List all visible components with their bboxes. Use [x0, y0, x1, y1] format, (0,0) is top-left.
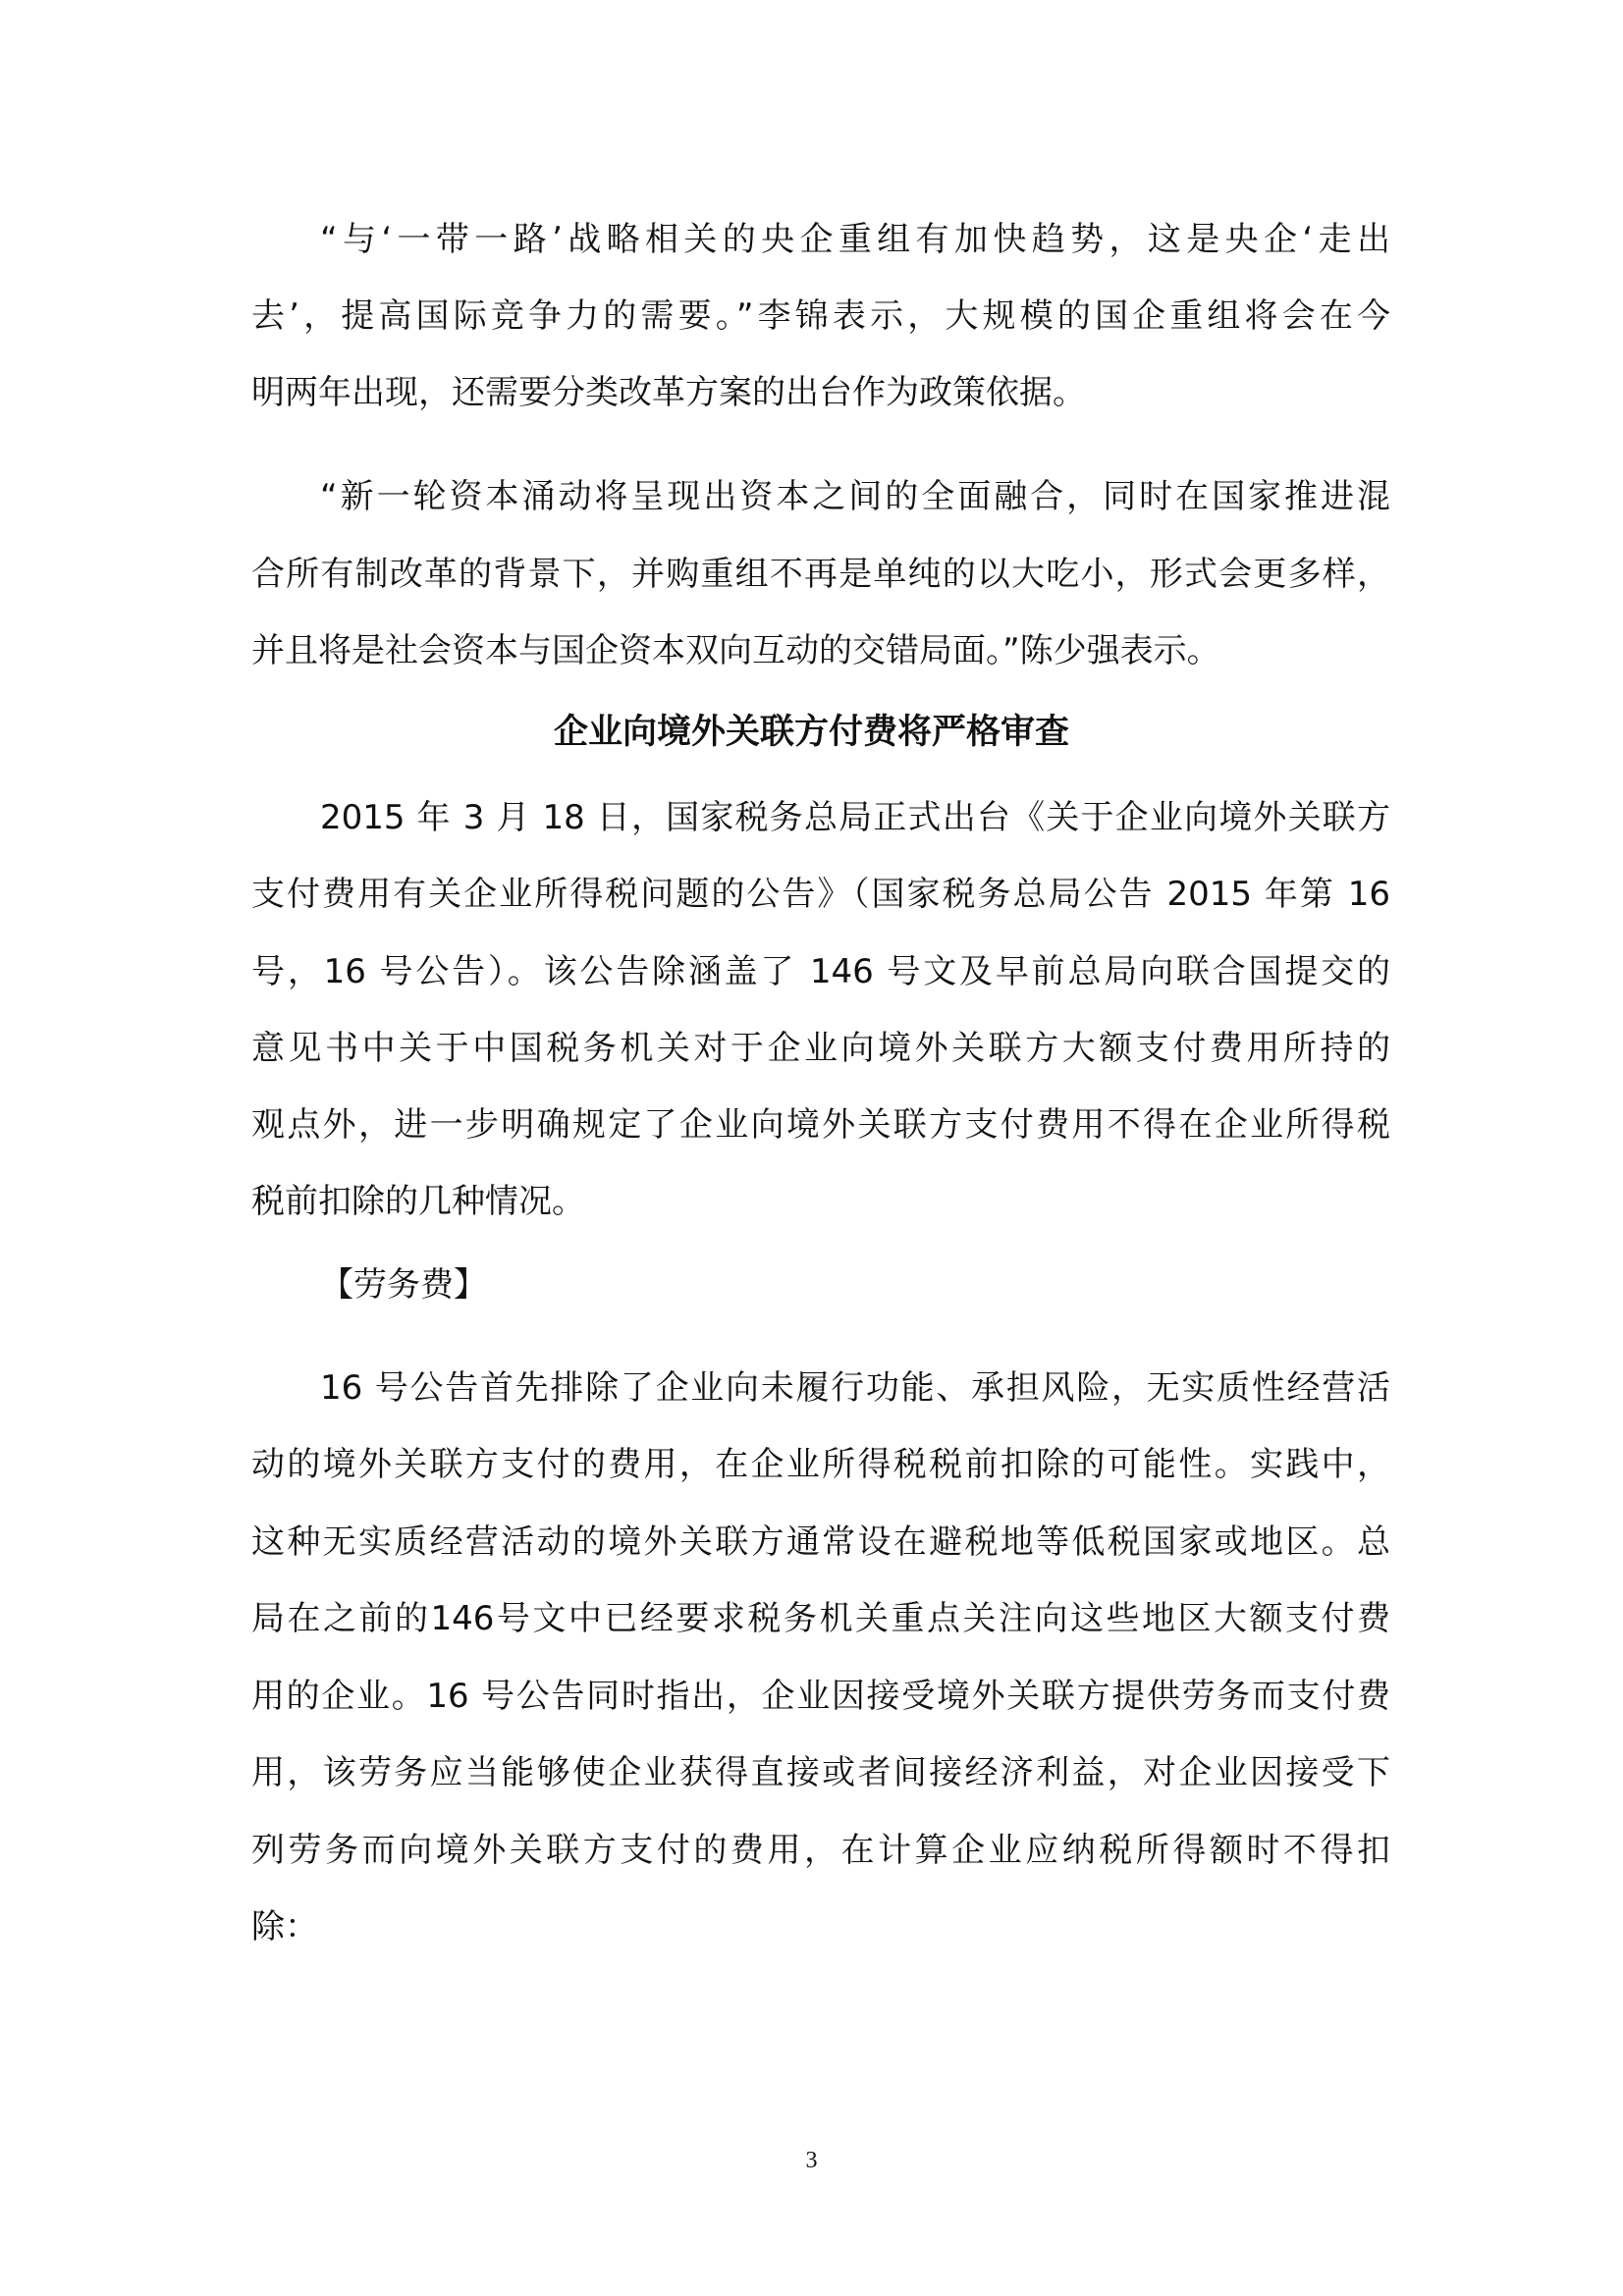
- paragraph-1-line-3: 明两年出现，还需要分类改革方案的出台作为政策依据。: [251, 373, 1086, 412]
- page-number: 3: [805, 2148, 818, 2173]
- paragraph-2-line-1: “新一轮资本涌动将呈现出资本之间的全面融合，同时在国家推进混: [320, 477, 1390, 516]
- paragraph-5-line-5: 用的企业。16 号公告同时指出，企业因接受境外关联方提供劳务而支付费: [251, 1677, 1390, 1716]
- paragraph-3-line-3: 号，16 号公告）。该公告除涵盖了 146 号文及早前总局向联合国提交的: [251, 952, 1390, 991]
- paragraph-5-line-2: 动的境外关联方支付的费用，在企业所得税税前扣除的可能性。实践中，: [251, 1445, 1390, 1484]
- paragraph-5-line-1: 16 号公告首先排除了企业向未履行功能、承担风险，无实质性经营活: [320, 1368, 1390, 1408]
- paragraph-5-line-4: 局在之前的146号文中已经要求税务机关重点关注向这些地区大额支付费: [251, 1599, 1390, 1638]
- paragraph-5-line-7: 列劳务而向境外关联方支付的费用，在计算企业应纳税所得额时不得扣: [251, 1831, 1390, 1870]
- paragraph-3-line-1: 2015 年 3 月 18 日，国家税务总局正式出台《关于企业向境外关联方: [320, 798, 1390, 837]
- paragraph-2-line-2: 合所有制改革的背景下，并购重组不再是单纯的以大吃小，形式会更多样，: [251, 555, 1390, 594]
- section-heading: 企业向境外关联方付费将严格审查: [553, 713, 1069, 752]
- paragraph-5-line-6: 用，该劳务应当能够使企业获得直接或者间接经济利益，对企业因接受下: [251, 1753, 1390, 1792]
- paragraph-3-line-6: 税前扣除的几种情况。: [251, 1182, 585, 1221]
- paragraph-5-line-8: 除：: [251, 1907, 318, 1947]
- paragraph-1-line-2: 去’，提高国际竞争力的需要。”李锦表示，大规模的国企重组将会在今: [251, 296, 1390, 336]
- paragraph-3-line-2: 支付费用有关企业所得税问题的公告》（国家税务总局公告 2015 年第 16: [251, 875, 1390, 914]
- paragraph-5-line-3: 这种无实质经营活动的境外关联方通常设在避税地等低税国家或地区。总: [251, 1522, 1390, 1562]
- paragraph-2-line-3: 并且将是社会资本与国企资本双向互动的交错局面。”陈少强表示。: [251, 631, 1220, 670]
- paragraph-1-line-1: “与‘一带一路’战略相关的央企重组有加快趋势，这是央企‘走出: [320, 220, 1390, 259]
- paragraph-3-line-5: 观点外，进一步明确规定了企业向境外关联方支付费用不得在企业所得税: [251, 1105, 1390, 1145]
- subheading-labor-fees: 【劳务费】: [320, 1265, 487, 1305]
- paragraph-3-line-4: 意见书中关于中国税务机关对于企业向境外关联方大额支付费用所持的: [251, 1029, 1390, 1068]
